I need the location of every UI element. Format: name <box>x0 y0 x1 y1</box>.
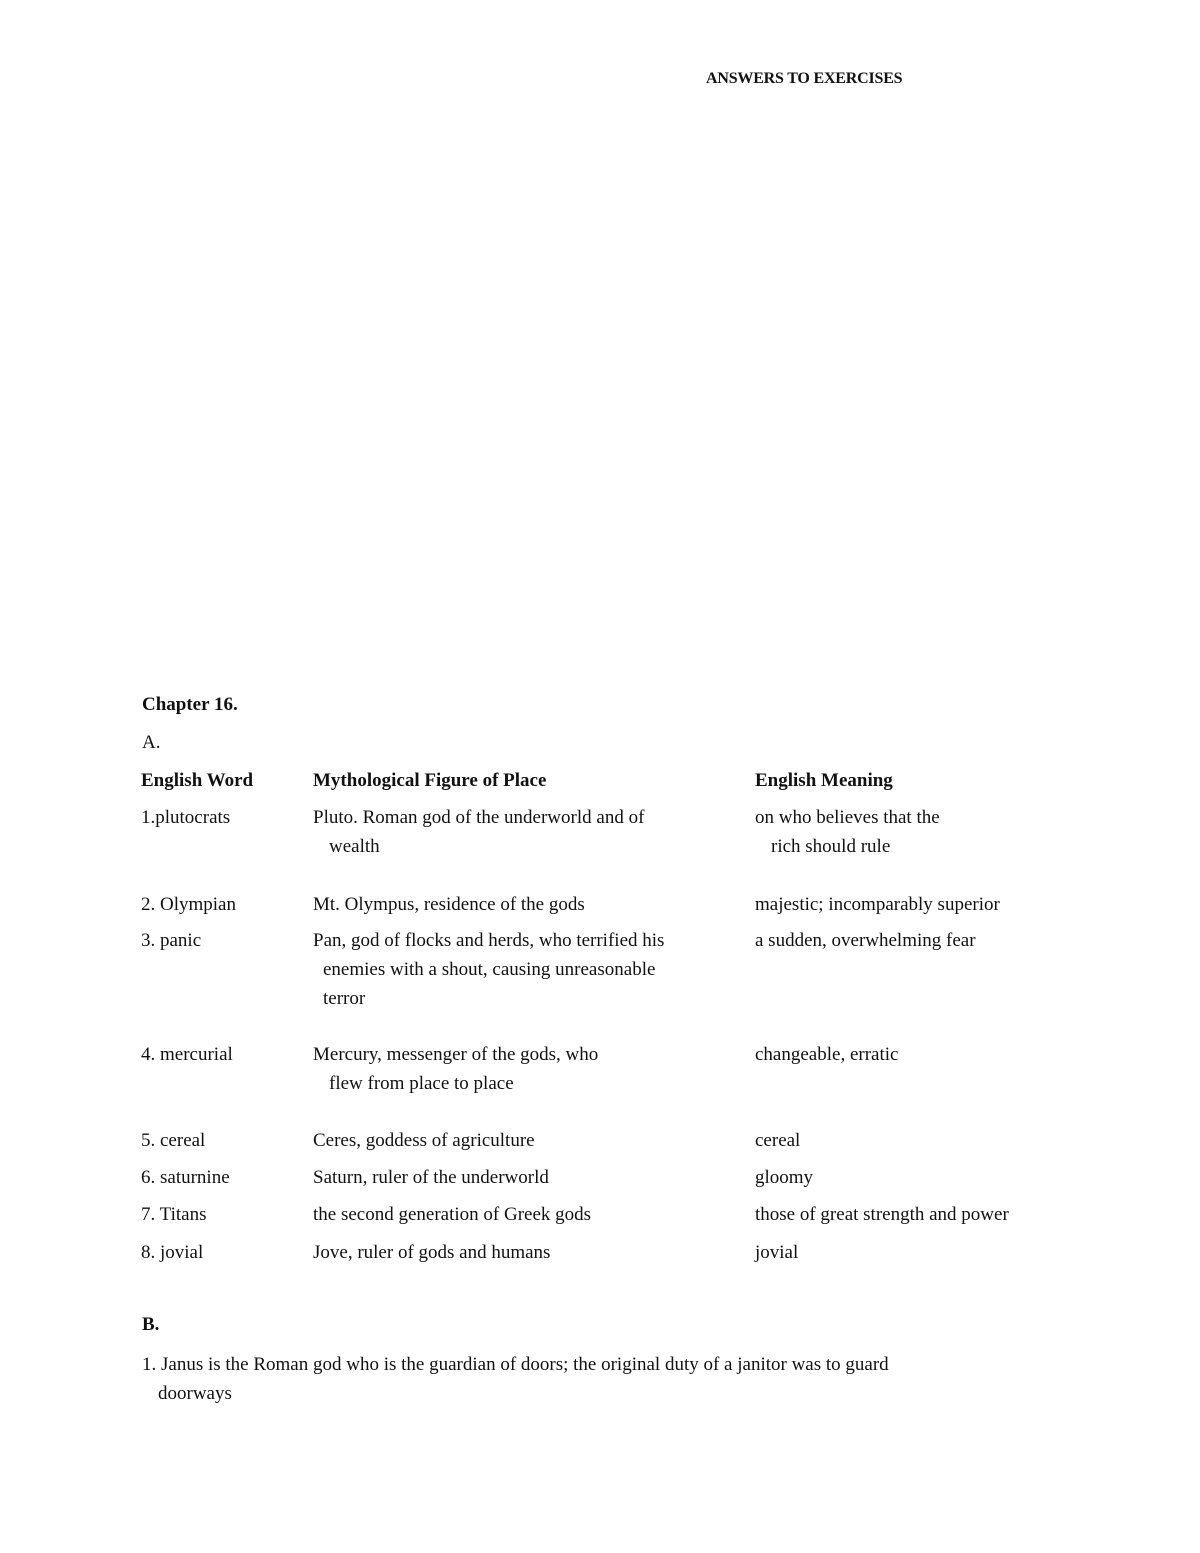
section-a-label: A. <box>142 732 161 753</box>
table-row-figure: Jove, ruler of gods and humans <box>313 1242 551 1263</box>
table-row-meaning: changeable, erratic <box>755 1044 899 1065</box>
column-header-mythological-figure: Mythological Figure of Place <box>313 770 547 791</box>
figure-line: flew from place to place <box>329 1073 514 1094</box>
figure-line: Pan, god of flocks and herds, who terrified his <box>313 930 665 951</box>
table-row-figure: Mt. Olympus, residence of the gods <box>313 894 585 915</box>
list-item <box>142 1350 1042 1408</box>
figure-line: wealth <box>329 836 380 857</box>
table-row-word: 7. Titans <box>141 1204 207 1225</box>
table-row-meaning <box>755 803 1075 861</box>
table-row-figure: Ceres, goddess of agriculture <box>313 1130 535 1151</box>
column-header-english-meaning: English Meaning <box>755 770 893 791</box>
table-row-meaning: jovial <box>755 1242 799 1263</box>
list-item-line: 1. Janus is the Roman god who is the guardian of doors; the original duty of a janitor was to guard <box>142 1354 889 1375</box>
table-row-figure <box>313 926 743 1013</box>
table-row-word: 6. saturnine <box>141 1167 230 1188</box>
meaning-line: rich should rule <box>771 836 891 857</box>
table-row-word: 4. mercurial <box>141 1044 233 1065</box>
figure-line: terror <box>323 988 366 1009</box>
section-b-label: B. <box>142 1314 160 1335</box>
table-row-figure: Saturn, ruler of the underworld <box>313 1167 549 1188</box>
figure-line: Mercury, messenger of the gods, who <box>313 1044 599 1065</box>
meaning-line: on who believes that the <box>755 807 940 828</box>
table-row-meaning: those of great strength and power <box>755 1204 1009 1225</box>
table-row-meaning: a sudden, overwhelming fear <box>755 930 976 951</box>
table-row-figure <box>313 803 743 861</box>
figure-line: enemies with a shout, causing unreasonable <box>323 959 656 980</box>
table-row-word: 5. cereal <box>141 1130 206 1151</box>
figure-line: Pluto. Roman god of the underworld and of <box>313 807 645 828</box>
table-row-figure <box>313 1040 743 1098</box>
list-item-line: doorways <box>158 1383 232 1404</box>
table-row-meaning: gloomy <box>755 1167 814 1188</box>
table-row-word: 2. Olympian <box>141 894 236 915</box>
page-header: ANSWERS TO EXERCISES <box>706 70 903 87</box>
table-row-meaning: cereal <box>755 1130 801 1151</box>
chapter-title: Chapter 16. <box>142 694 238 715</box>
column-header-english-word: English Word <box>141 770 254 791</box>
table-row-figure: the second generation of Greek gods <box>313 1204 592 1225</box>
table-row-word: 3. panic <box>141 930 202 951</box>
table-row-word: 8. jovial <box>141 1242 204 1263</box>
table-row-word: 1.plutocrats <box>141 807 231 828</box>
table-row-meaning: majestic; incomparably superior <box>755 894 1000 915</box>
